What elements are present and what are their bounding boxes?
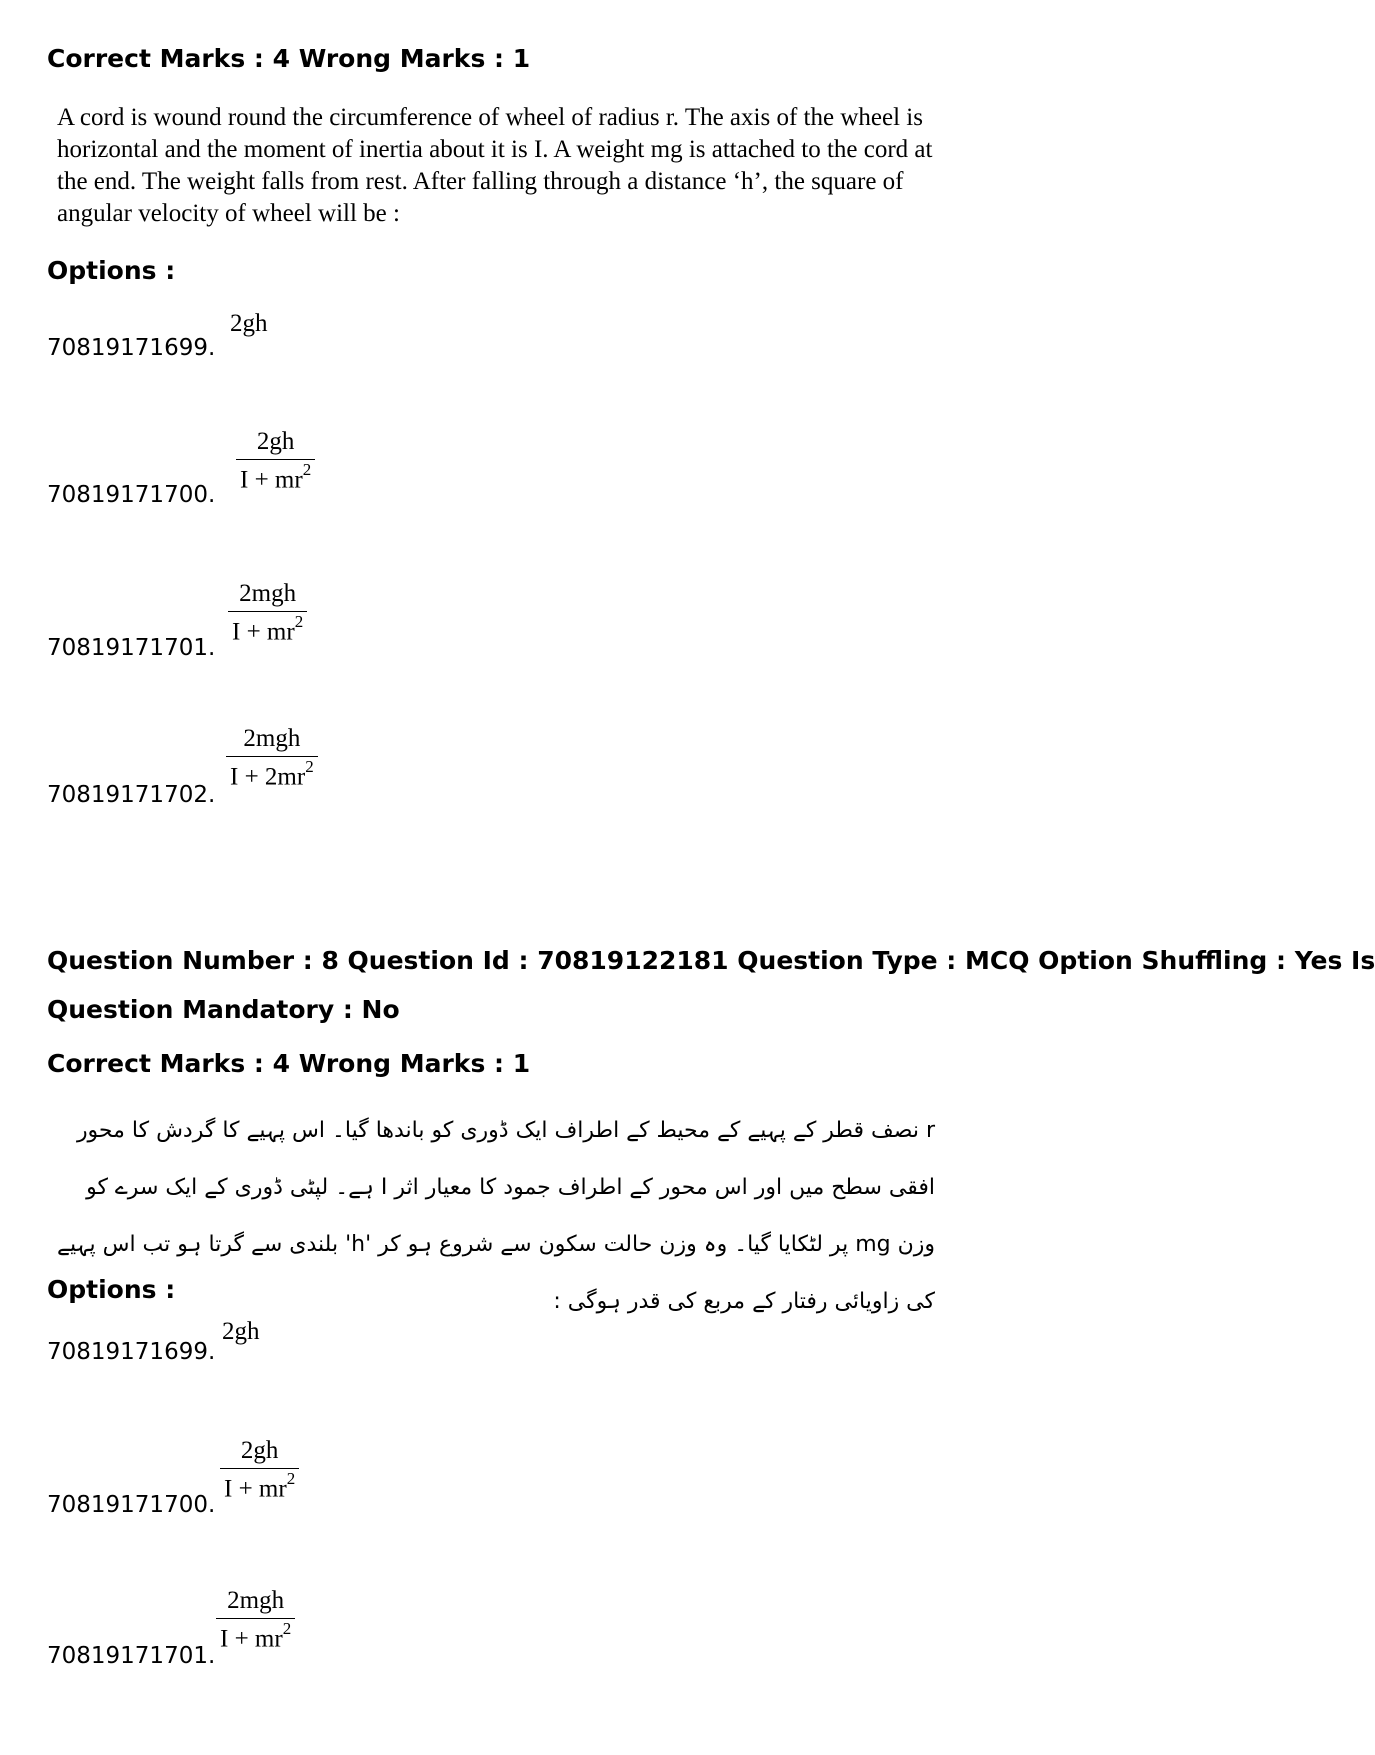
option-id: 70819171701. bbox=[47, 1643, 216, 1669]
options-label: Options : bbox=[47, 1275, 176, 1304]
fraction-denominator: $I + mr^2$ bbox=[224, 1469, 296, 1503]
fraction-numerator: 2gh bbox=[220, 1437, 299, 1469]
option-id: 70819171700. bbox=[47, 482, 216, 508]
fraction-denominator: $I + mr^2$ bbox=[240, 460, 312, 494]
fraction-numerator: 2gh bbox=[236, 428, 315, 460]
option-id: 70819171701. bbox=[47, 635, 216, 661]
option-formula bbox=[236, 428, 315, 494]
option-id: 70819171702. bbox=[47, 782, 216, 808]
question-header: Question Number : 8 Question Id : 70819122181 Question Type : MCQ Option Shuffling : Yes Is bbox=[47, 946, 1375, 975]
fraction-denominator: $I + mr^2$ bbox=[232, 612, 304, 646]
option-formula bbox=[216, 1587, 295, 1653]
fraction-denominator: $I + mr^2$ bbox=[220, 1619, 292, 1653]
question-text-urdu: r نصف قطر کے پہیے کے محیط کے اطراف ایک ڈوری کو باندھا گیا۔ اس پہیے کا گردش کا محور افقی سطح میں اور اس محور کے اطراف جمود کا معیار اثر I ہے۔ لپٹی ڈوری کے ایک سرے کو وزن mg پر لٹکایا گیا۔ وہ وزن حالت سکون سے شروع ہو کر 'h' بلندی سے گرتا ہو تب اس پہیے کی زاویائی رفتار کے مربع کی قدر ہوگی : bbox=[57, 1118, 935, 1314]
option-id: 70819171699. bbox=[47, 1339, 216, 1365]
marks-line: Correct Marks : 4 Wrong Marks : 1 bbox=[47, 1049, 531, 1078]
question-header-mandatory: Question Mandatory : No bbox=[47, 995, 400, 1024]
marks-line: Correct Marks : 4 Wrong Marks : 1 bbox=[47, 44, 531, 73]
option-formula bbox=[226, 725, 318, 791]
question-text: A cord is wound round the circumference of wheel of radius r. The axis of the wheel is horizontal and the moment of inertia about it is I. A weight mg is attached to the cord at the end. The weight falls from rest. After falling through a distance ‘h’, the square of angular velocity of wheel will be : bbox=[57, 104, 933, 227]
option-formula bbox=[228, 580, 307, 646]
option-formula: 2gh bbox=[222, 1318, 260, 1345]
option-formula bbox=[220, 1437, 299, 1503]
option-id: 70819171699. bbox=[47, 335, 216, 361]
fraction-denominator: $I + 2mr^2$ bbox=[230, 757, 314, 791]
options-label: Options : bbox=[47, 256, 176, 285]
fraction-numerator: 2mgh bbox=[216, 1587, 295, 1619]
fraction-numerator: 2mgh bbox=[226, 725, 318, 757]
fraction-numerator: 2mgh bbox=[228, 580, 307, 612]
option-id: 70819171700. bbox=[47, 1492, 216, 1518]
option-formula: 2gh bbox=[230, 310, 268, 337]
